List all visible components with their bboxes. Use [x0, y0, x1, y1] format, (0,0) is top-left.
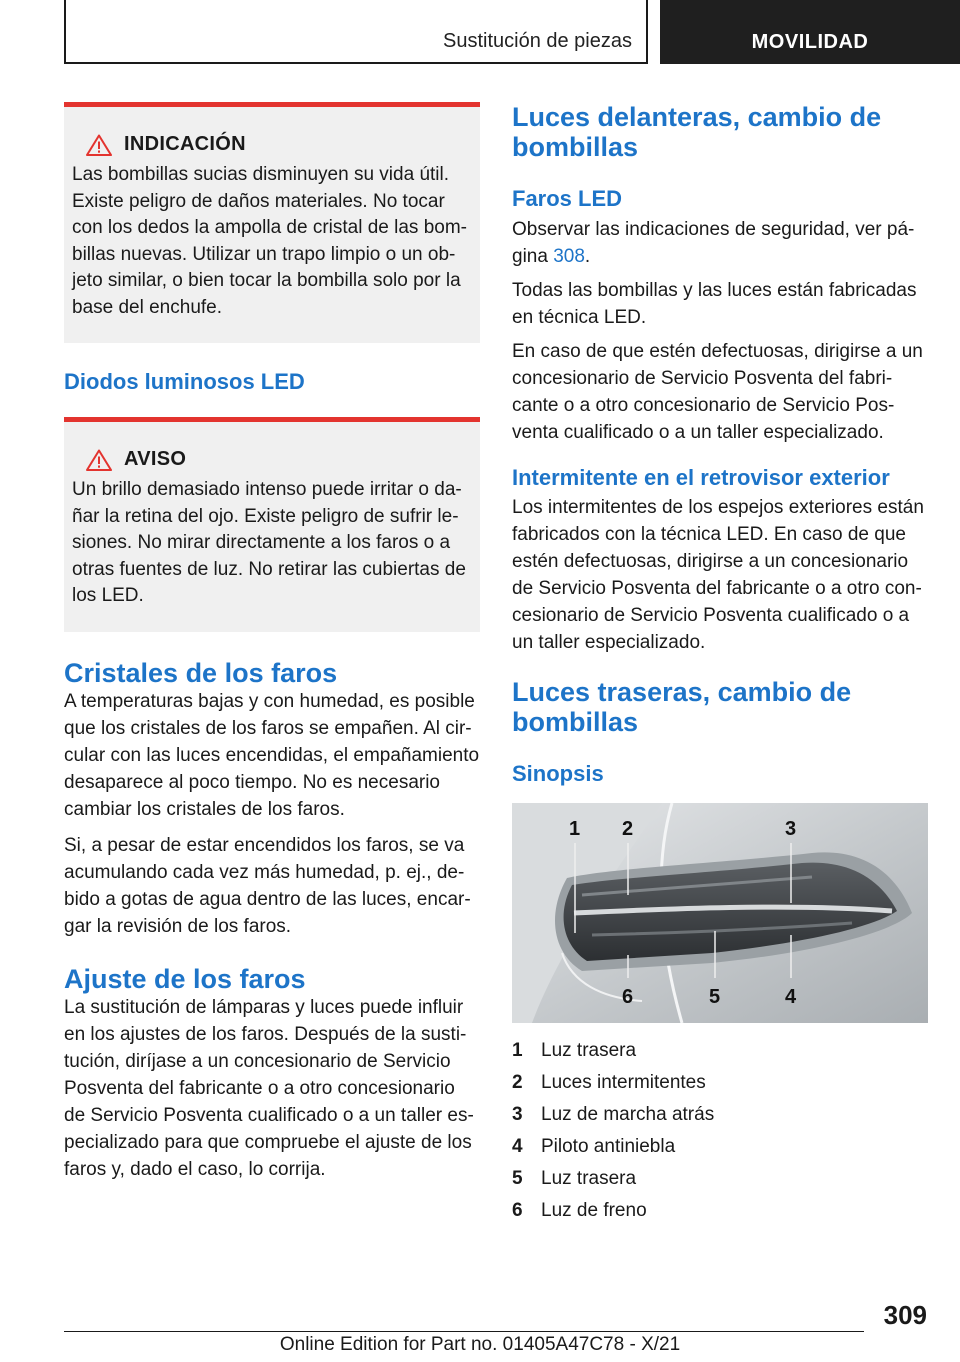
footer-edition: Online Edition for Part no. 01405A47C78 - X/21 [279, 1334, 681, 1355]
led-diodes-heading: Diodos luminosos LED [64, 369, 305, 394]
legend-item [512, 1067, 928, 1099]
figure-callout-4: 4 [785, 986, 797, 1008]
headlight-adjust-paragraph: La sustitución de lámparas y luces puede influir en los ajustes de los faros. Después de la susti‐tución, diríjase a un concesionario de Servicio Posventa del fabricante o a otro concesionario de Servicio Posventa cualificado o a un taller es‐pecializado para que compruebe el ajuste de los faros y, dado el caso, lo corrija. [64, 996, 474, 1180]
legend-item [512, 1195, 928, 1227]
legend-text: Luz trasera [541, 1040, 637, 1061]
led-paragraph-end: . [584, 246, 591, 267]
legend-text: Luz trasera [541, 1168, 637, 1189]
led-headlights-heading: Faros LED [512, 186, 623, 211]
led-paragraph-text: Observar las indicaciones de seguridad, ver pá‐gina [512, 219, 915, 267]
led-headlights-paragraph-3: En caso de que estén defectuosas, dirigirse a un concesionario de Servicio Posventa del fabri‐cante o a otro concesionario de Servicio Pos‐venta cualificado o a un taller especializado. [512, 341, 923, 443]
left-column [64, 102, 480, 1183]
legend-text: Piloto antiniebla [541, 1136, 676, 1157]
taillight-figure [512, 803, 928, 1023]
chapter-tab: MOVILIDAD [660, 0, 960, 64]
right-column [512, 102, 928, 1227]
legend-text: Luz de freno [541, 1200, 647, 1221]
note-label: INDICACIÓN [124, 133, 246, 155]
note-text: Las bombillas sucias disminuyen su vida útil. Existe peligro de daños materiales. No tocar con los dedos la ampolla de cristal de las bom‐billas nuevas. Utilizar un trapo limpio o un ob‐jeto similar, o bien tocar la bombilla solo por la base del enchufe. [72, 164, 467, 318]
warning-label: AVISO [124, 448, 187, 470]
legend-number: 5 [512, 1168, 523, 1189]
headlight-adjust-heading: Ajuste de los faros [64, 963, 306, 994]
warning-triangle-icon [86, 449, 112, 471]
warning-text: Un brillo demasiado intenso puede irritar o da‐ñar la retina del ojo. Existe peligro de sufrir le‐siones. No mirar directamente a los faros o a otras fuentes de luz. No retirar las cubiertas de los LED. [72, 479, 466, 606]
led-headlights-paragraph-2: Todas las bombillas y las luces están fabricadas en técnica LED. [512, 280, 917, 328]
footer-divider [64, 1331, 864, 1332]
legend-item [512, 1131, 928, 1163]
figure-callout-2: 2 [622, 818, 634, 840]
headlight-glass-heading: Cristales de los faros [64, 657, 338, 688]
rear-lights-heading: Luces traseras, cambio de bombillas [512, 677, 852, 737]
warning-callout [64, 417, 480, 632]
figure-callout-1: 1 [569, 818, 581, 840]
headlight-glass-paragraph-1: A temperaturas bajas y con humedad, es posible que los cristales de los faros se empañen. Al cir‐cular con las luces encendidas, el empañamiento desaparece al poco tiempo. No es necesario cambiar los cristales de los faros. [64, 690, 480, 820]
legend-item [512, 1163, 928, 1195]
section-title: Sustitución de piezas [442, 30, 632, 52]
taillight-illustration [512, 803, 928, 1023]
warning-triangle-icon [86, 134, 112, 156]
mirror-indicator-heading: Intermitente en el retrovisor exterior [512, 465, 890, 490]
figure-callout-3: 3 [785, 818, 797, 840]
warning-callout-head [86, 448, 472, 471]
legend-number: 1 [512, 1040, 523, 1061]
legend-number: 2 [512, 1072, 523, 1093]
legend-text: Luces intermitentes [541, 1072, 706, 1093]
note-callout-head [86, 133, 472, 156]
page-number: 309 [883, 1300, 927, 1330]
legend-text: Luz de marcha atrás [541, 1104, 715, 1125]
page-reference-link[interactable]: 308 [553, 246, 585, 267]
legend-number: 6 [512, 1200, 523, 1221]
note-callout [64, 102, 480, 343]
figure-legend [512, 1035, 928, 1227]
overview-heading: Sinopsis [512, 761, 604, 786]
legend-number: 3 [512, 1104, 523, 1125]
front-lights-heading: Luces delanteras, cambio de bombillas [512, 102, 882, 162]
header-frame [64, 0, 648, 64]
figure-callout-6: 6 [622, 986, 634, 1008]
figure-callout-5: 5 [709, 986, 721, 1008]
led-headlights-paragraph-1 [512, 216, 928, 270]
legend-item [512, 1035, 928, 1067]
headlight-glass-paragraph-2: Si, a pesar de estar encendidos los faros, se va acumulando cada vez más humedad, p. ej., de‐bido a gotas de agua dentro de las luces, encar‐gar la revisión de los faros. [64, 834, 471, 937]
mirror-indicator-paragraph: Los intermitentes de los espejos exteriores están fabricados con la técnica LED. En caso de que estén defectuosas, dirigirse a un concesionario de Servicio Posventa del fabricante o a otro con‐cesionario de Servicio Posventa cualificado o a un taller especializado. [512, 497, 924, 653]
legend-number: 4 [512, 1136, 523, 1157]
legend-item [512, 1099, 928, 1131]
page-header [0, 0, 960, 66]
